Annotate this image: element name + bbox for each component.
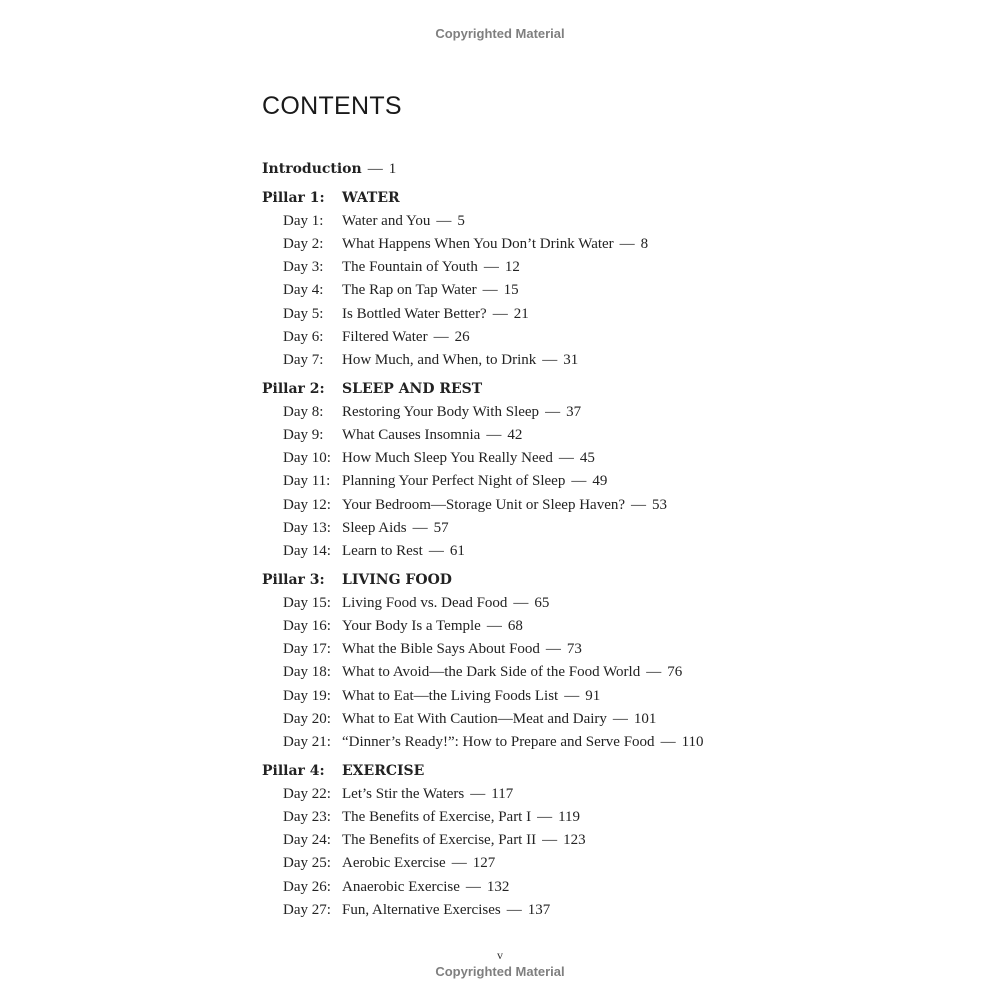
toc-introduction <box>262 158 862 181</box>
day-label: Day 16: <box>283 618 331 635</box>
introduction-label: Introduction <box>262 161 362 177</box>
day-label: Day 21: <box>283 733 331 750</box>
toc-dash: — <box>542 351 558 368</box>
toc-dash: — <box>412 519 428 536</box>
entry-page-number: 61 <box>449 542 465 559</box>
entry-page-number: 26 <box>454 328 470 345</box>
toc-dash: — <box>483 259 499 276</box>
entry-title-line <box>342 638 582 661</box>
toc-dash: — <box>506 901 522 918</box>
toc-entry <box>262 279 862 302</box>
entry-title: Fun, Alternative Exercises <box>342 901 501 918</box>
entry-page-number: 37 <box>566 403 582 420</box>
entry-title-line <box>342 592 549 615</box>
entry-title: How Much Sleep You Really Need <box>342 450 553 467</box>
toc-entry <box>262 233 862 256</box>
introduction-page: 1 <box>388 161 397 177</box>
day-label: Day 12: <box>283 496 331 513</box>
toc-entry <box>262 899 862 922</box>
toc-entry <box>262 447 862 470</box>
pillar-name: SLEEP AND REST <box>342 380 483 397</box>
toc-dash: — <box>545 403 561 420</box>
day-label: Day 27: <box>283 901 331 918</box>
entry-title: What to Avoid—the Dark Side of the Food World <box>342 664 641 681</box>
toc-dash: — <box>470 785 486 802</box>
pillar-heading <box>262 187 862 210</box>
toc-entry <box>262 829 862 852</box>
day-label: Day 19: <box>283 687 331 704</box>
entry-title: Learn to Rest <box>342 542 423 559</box>
day-label: Day 6: <box>283 328 324 345</box>
entry-page-number: 123 <box>563 832 586 849</box>
entry-title: Sleep Aids <box>342 519 407 536</box>
day-label: Day 11: <box>283 473 331 490</box>
entry-title: The Benefits of Exercise, Part I <box>342 809 532 826</box>
toc-entry <box>262 685 862 708</box>
toc-dash: — <box>571 473 587 490</box>
day-label: Day 14: <box>283 542 331 559</box>
day-label: Day 2: <box>283 236 324 253</box>
entry-title-line <box>342 540 465 563</box>
toc-entry <box>262 708 862 731</box>
day-label: Day 26: <box>283 878 331 895</box>
toc-entry <box>262 303 862 326</box>
entry-title: What to Eat—the Living Foods List <box>342 687 559 704</box>
toc-entry <box>262 852 862 875</box>
day-label: Day 17: <box>283 641 331 658</box>
entry-title-line <box>342 494 667 517</box>
entry-page-number: 53 <box>652 496 668 513</box>
toc-entry <box>262 876 862 899</box>
pillar-heading <box>262 378 862 401</box>
entry-page-number: 31 <box>563 351 579 368</box>
day-label: Day 25: <box>283 855 331 872</box>
toc-entry <box>262 540 862 563</box>
toc-dash: — <box>564 687 580 704</box>
entry-title: Your Bedroom—Storage Unit or Sleep Haven? <box>342 496 626 513</box>
toc-dash: — <box>558 450 574 467</box>
toc-entry <box>262 256 862 279</box>
day-label: Day 10: <box>283 450 331 467</box>
entry-title-line <box>342 899 550 922</box>
entry-page-number: 119 <box>558 809 581 826</box>
entry-page-number: 65 <box>534 594 550 611</box>
toc-entry <box>262 615 862 638</box>
toc-dash: — <box>367 161 383 177</box>
entry-title: Restoring Your Body With Sleep <box>342 403 540 420</box>
toc-entry <box>262 401 862 424</box>
entry-title-line <box>342 210 465 233</box>
entry-title-line <box>342 829 586 852</box>
toc-entry <box>262 592 862 615</box>
entry-page-number: 21 <box>513 305 529 322</box>
toc-dash: — <box>486 427 502 444</box>
page-title: CONTENTS <box>262 92 402 120</box>
toc-dash: — <box>537 809 553 826</box>
toc-dash: — <box>631 496 647 513</box>
pillar-heading <box>262 569 862 592</box>
day-label: Day 18: <box>283 664 331 681</box>
entry-title: Water and You <box>342 213 431 229</box>
day-label: Day 5: <box>283 305 324 322</box>
entry-title-line <box>342 233 648 256</box>
page-number: v <box>497 948 503 962</box>
entry-title-line <box>342 876 509 899</box>
day-label: Day 20: <box>283 710 331 727</box>
entry-title-line <box>342 447 595 470</box>
entry-page-number: 73 <box>566 641 582 658</box>
pillar-name: LIVING FOOD <box>342 571 452 588</box>
entry-title-line <box>342 401 581 424</box>
entry-page-number: 117 <box>491 785 514 802</box>
entry-title: Filtered Water <box>342 328 428 345</box>
entry-page-number: 8 <box>640 236 649 253</box>
toc-entry <box>262 494 862 517</box>
copyright-header: Copyrighted Material <box>435 26 565 41</box>
day-label: Day 23: <box>283 809 331 826</box>
entry-title: What the Bible Says About Food <box>342 641 540 658</box>
entry-page-number: 15 <box>503 282 519 299</box>
entry-page-number: 42 <box>507 427 523 444</box>
toc-entry <box>262 638 862 661</box>
entry-title-line <box>342 615 523 638</box>
toc-dash: — <box>660 733 676 750</box>
toc-section <box>262 187 862 372</box>
day-list <box>262 401 862 563</box>
copyright-footer: Copyrighted Material <box>435 964 565 979</box>
day-label: Day 4: <box>283 282 324 299</box>
entry-page-number: 57 <box>433 519 449 536</box>
table-of-contents <box>262 158 862 922</box>
pillar-label: Pillar 1: <box>262 190 325 206</box>
entry-title-line <box>342 470 607 493</box>
toc-section <box>262 569 862 754</box>
entry-title: The Benefits of Exercise, Part II <box>342 832 537 849</box>
pillar-name: EXERCISE <box>342 762 425 779</box>
toc-entry <box>262 326 862 349</box>
entry-title-line <box>342 326 470 349</box>
entry-page-number: 68 <box>507 618 523 635</box>
day-label: Day 8: <box>283 403 324 420</box>
entry-title: The Rap on Tap Water <box>342 282 477 299</box>
entry-title-line <box>342 256 520 279</box>
entry-page-number: 110 <box>681 733 704 750</box>
toc-entry <box>262 470 862 493</box>
entry-title: The Fountain of Youth <box>342 259 478 276</box>
entry-title: Is Bottled Water Better? <box>342 305 487 322</box>
day-label: Day 9: <box>283 427 324 444</box>
day-label: Day 1: <box>283 213 324 229</box>
entry-title-line <box>342 685 600 708</box>
toc-dash: — <box>433 328 449 345</box>
toc-entry <box>262 731 862 754</box>
entry-title: “Dinner’s Ready!”: How to Prepare and Serve Food <box>342 733 655 750</box>
entry-title: Let’s Stir the Waters <box>342 785 465 802</box>
entry-page-number: 132 <box>486 878 510 895</box>
toc-dash: — <box>482 282 498 299</box>
toc-entry <box>262 517 862 540</box>
toc-dash: — <box>619 236 635 253</box>
toc-dash: — <box>436 213 452 229</box>
pillar-label: Pillar 2: <box>262 380 325 397</box>
toc-entry <box>262 349 862 372</box>
entry-title: Anaerobic Exercise <box>342 878 460 895</box>
entry-title-line <box>342 517 449 540</box>
day-label: Day 24: <box>283 832 331 849</box>
pillar-list <box>262 187 862 922</box>
day-label: Day 13: <box>283 519 331 536</box>
toc-dash: — <box>646 664 662 681</box>
toc-dash: — <box>612 710 628 727</box>
entry-title-line <box>342 783 513 806</box>
day-label: Day 15: <box>283 594 331 611</box>
entry-title: Your Body Is a Temple <box>342 618 481 635</box>
toc-dash: — <box>486 618 502 635</box>
toc-dash: — <box>492 305 508 322</box>
toc-dash: — <box>465 878 481 895</box>
day-list <box>262 783 862 922</box>
entry-title: How Much, and When, to Drink <box>342 351 537 368</box>
entry-title: Planning Your Perfect Night of Sleep <box>342 473 566 490</box>
toc-dash: — <box>542 832 558 849</box>
toc-entry <box>262 783 862 806</box>
entry-title-line <box>342 349 578 372</box>
day-list <box>262 210 862 372</box>
entry-title: What Happens When You Don’t Drink Water <box>342 236 614 253</box>
entry-page-number: 76 <box>667 664 683 681</box>
toc-dash: — <box>428 542 444 559</box>
entry-page-number: 5 <box>457 213 465 229</box>
pillar-heading <box>262 760 862 783</box>
entry-title: What to Eat With Caution—Meat and Dairy <box>342 710 607 727</box>
toc-dash: — <box>513 594 529 611</box>
toc-section <box>262 378 862 563</box>
entry-title-line <box>342 661 682 684</box>
pillar-label: Pillar 4: <box>262 762 325 779</box>
day-label: Day 7: <box>283 351 324 368</box>
toc-entry <box>262 210 862 233</box>
entry-page-number: 137 <box>527 901 551 918</box>
toc-entry <box>262 424 862 447</box>
pillar-name: WATER <box>342 190 400 206</box>
entry-title: What Causes Insomnia <box>342 427 481 444</box>
entry-title-line <box>342 303 529 326</box>
entry-title: Living Food vs. Dead Food <box>342 594 508 611</box>
entry-page-number: 127 <box>472 855 496 872</box>
day-label: Day 22: <box>283 785 331 802</box>
entry-title-line <box>342 852 495 875</box>
entry-page-number: 49 <box>592 473 608 490</box>
day-list <box>262 592 862 754</box>
toc-dash: — <box>545 641 561 658</box>
pillar-label: Pillar 3: <box>262 571 325 588</box>
toc-dash: — <box>451 855 467 872</box>
entry-title-line <box>342 424 522 447</box>
entry-page-number: 91 <box>585 687 601 704</box>
entry-title-line <box>342 279 519 302</box>
toc-entry <box>262 806 862 829</box>
toc-entry <box>262 661 862 684</box>
toc-section <box>262 760 862 922</box>
day-label: Day 3: <box>283 259 324 276</box>
entry-page-number: 12 <box>504 259 520 276</box>
entry-title: Aerobic Exercise <box>342 855 446 872</box>
entry-title-line <box>342 708 656 731</box>
entry-page-number: 45 <box>579 450 595 467</box>
entry-title-line <box>342 806 580 829</box>
entry-title-line <box>342 731 704 754</box>
entry-page-number: 101 <box>633 710 657 727</box>
